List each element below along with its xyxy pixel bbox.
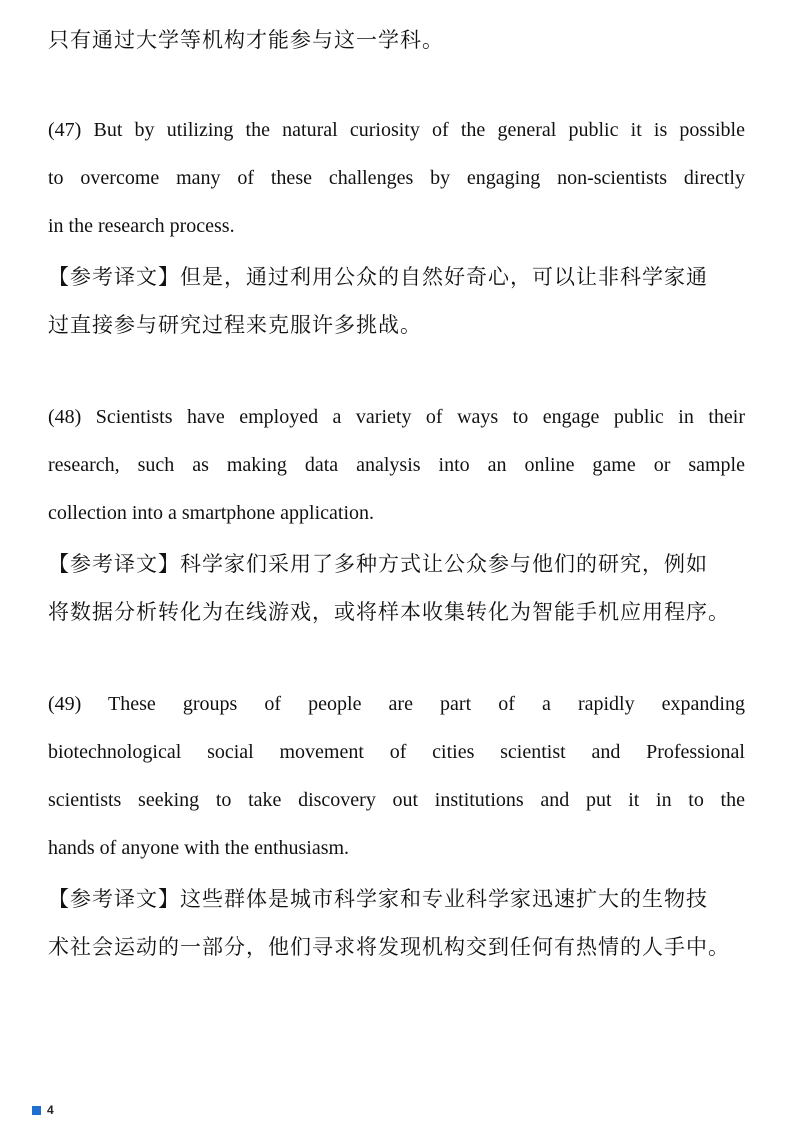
item-47-english-line-1: (47) But by utilizing the natural curiosity of the general public it is possible xyxy=(48,119,745,141)
item-49-english-line-1: (49) These groups of people are part of a rapidly expanding xyxy=(48,693,745,715)
item-47-english-line-2: to overcome many of these challenges by engaging non-scientists directly xyxy=(48,167,745,189)
item-49-english-line-2: biotechnological social movement of cities scientist and Professional xyxy=(48,741,745,763)
item-48-translation-line-2: 将数据分析转化为在线游戏，或将样本收集转化为智能手机应用程序。 xyxy=(48,600,730,624)
item-49-translation-line-1: 【参考译文】这些群体是城市科学家和专业科学家迅速扩大的生物技 xyxy=(48,887,708,911)
item-48-english-line-1: (48) Scientists have employed a variety of ways to engage public in their xyxy=(48,406,745,428)
page-marker-icon xyxy=(32,1106,41,1115)
item-48-english-line-2: research, such as making data analysis into an online game or sample xyxy=(48,454,745,476)
item-48-english-line-3: collection into a smartphone application. xyxy=(48,502,375,524)
item-49-english-line-3: scientists seeking to take discovery out institutions and put it in to the xyxy=(48,789,745,811)
page-footer xyxy=(32,1103,54,1117)
item-49-translation-line-2: 术社会运动的一部分，他们寻求将发现机构交到任何有热情的人手中。 xyxy=(48,935,730,959)
item-48-translation-line-1: 【参考译文】科学家们采用了多种方式让公众参与他们的研究，例如 xyxy=(48,552,708,576)
item-47-translation-line-2: 过直接参与研究过程来克服许多挑战。 xyxy=(48,313,422,337)
intro-tail-line: 只有通过大学等机构才能参与这一学科。 xyxy=(48,28,444,52)
page-number: 4 xyxy=(47,1103,54,1117)
item-47-english-line-3: in the research process. xyxy=(48,215,235,237)
item-47-translation-line-1: 【参考译文】但是，通过利用公众的自然好奇心，可以让非科学家通 xyxy=(48,265,708,289)
item-49-english-line-4: hands of anyone with the enthusiasm. xyxy=(48,837,350,859)
